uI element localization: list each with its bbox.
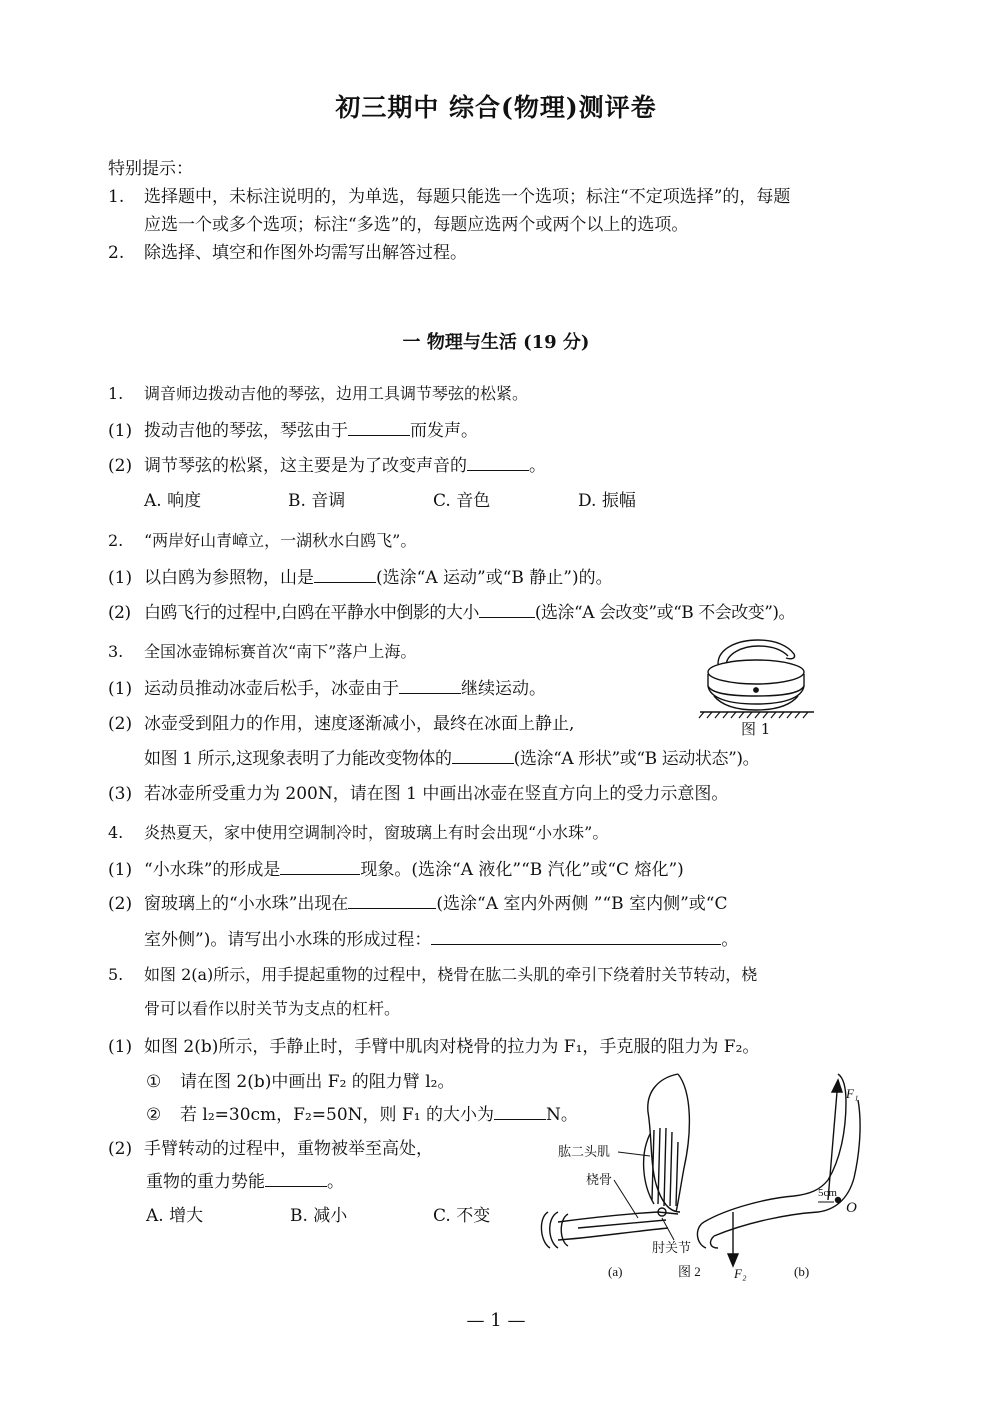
part-text: 如图 2(b)所示，手静止时，手臂中肌肉对桡骨的拉力为 F₁，手克服的阻力为 F₂。 [144,1037,760,1057]
option-a[interactable]: A. 响度 [144,491,202,511]
radius-leader [614,1180,638,1218]
answer-blank[interactable] [348,417,410,436]
part-text: 冰壶受到阻力的作用，速度逐渐减小，最终在冰面上静止, [144,714,575,734]
part-text: 重物的重力势能 [146,1172,265,1192]
answer-blank[interactable] [431,926,721,945]
answer-blank[interactable] [265,1168,327,1187]
question-5-part-1 [108,1032,759,1057]
answer-blank[interactable] [467,452,529,471]
label-distance: 5cm [818,1187,837,1199]
stone-dot [754,688,758,692]
question-5-stem-line2: 骨可以看作以肘关节为支点的杠杆。 [144,999,401,1018]
part-text: 。 [721,930,739,950]
force-f2-arrowhead [728,1254,738,1266]
question-5-part-2-line2 [146,1167,344,1192]
part-text: 调节琴弦的松紧，这主要是为了改变声音的 [144,456,467,476]
question-4-part-2 [108,889,727,914]
force-f1-line [828,1080,838,1200]
label-f2: F₂ [734,1266,747,1281]
tip-item-2 [108,238,467,263]
radius-bone [578,1220,666,1228]
question-number: 2. [108,531,124,550]
answer-blank[interactable] [348,890,436,909]
tip-number: 1. [108,187,125,207]
label-b: (b) [794,1264,810,1279]
item-text: 若 l₂=30cm，F₂=50N，则 F₁ 的大小为 [180,1105,494,1125]
question-5-item-1 [146,1067,454,1092]
biceps-leader [618,1152,650,1156]
stone-bottom [714,696,798,710]
question-1-part-1 [108,416,478,441]
question-3-part-3 [108,779,728,804]
part-number: (1) [108,679,133,699]
answer-blank[interactable] [479,599,535,618]
answer-blank[interactable] [314,564,376,583]
item-mark: ① [146,1072,162,1092]
part-number: (1) [108,421,133,441]
question-text: “两岸好山青嶂立，一湖秋水白鸥飞”。 [144,531,417,550]
arm-outline-bottom [714,1100,860,1236]
stone-top [708,660,804,684]
question-2-part-2 [108,598,795,623]
label-radius: 桡骨 [586,1172,613,1187]
part-number: (1) [108,1037,133,1057]
part-number: (2) [108,714,133,734]
part-text: 继续运动。 [461,679,546,699]
figure-1-caption: 图 1 [741,720,771,738]
option-c[interactable]: C. 音色 [433,491,491,511]
hand-fingers [541,1212,568,1248]
part-text: 手臂转动的过程中，重物被举至高处， [144,1139,433,1159]
question-3-stem [108,639,416,662]
part-text: (选涂“A 运动”或“B 静止”)的。 [376,568,613,588]
label-o: O [846,1200,857,1216]
question-5-item-2 [146,1100,578,1125]
section-title: 一 物理与生活 (19 分) [402,332,590,353]
part-number: (1) [108,860,133,880]
question-3-part-2 [108,709,574,734]
part-text: “小水珠”的形成是 [144,860,281,880]
label-elbow: 肘关节 [652,1240,692,1255]
figure-2-arm-diagram[interactable] [528,1072,868,1282]
part-text: (选涂“A 室内外两侧 ”“B 室内侧”或“C [436,894,728,914]
tip-item-1-line2: 应选一个或多个选项；标注“多选”的，每题应选两个或两个以上的选项。 [144,215,689,235]
part-text: 现象。(选涂“A 液化”“B 汽化”或“C 熔化”) [360,860,684,880]
question-5-stem [108,962,757,985]
item-text: 请在图 2(b)中画出 F₂ 的阻力臂 l₂。 [180,1072,455,1092]
label-biceps: 肱二头肌 [558,1144,611,1159]
part-text: 白鸥飞行的过程中,白鸥在平静水中倒影的大小 [144,603,479,623]
question-number: 3. [108,642,124,661]
option-c[interactable]: C. 不变 [433,1206,491,1226]
question-number: 1. [108,384,124,403]
option-b[interactable]: B. 音调 [288,491,346,511]
part-text: (选涂“A 形状”或“B 运动状态”)。 [513,749,760,769]
option-b[interactable]: B. 减小 [290,1206,348,1226]
question-text: 全国冰壶锦标赛首次“南下”落户上海。 [144,642,417,661]
option-d[interactable]: D. 振幅 [578,491,636,511]
force-f1-arrowhead [832,1080,842,1092]
label-a: (a) [608,1264,623,1279]
question-4-part-2-line2 [144,925,738,950]
question-2-part-1 [108,563,613,588]
answer-blank[interactable] [452,745,514,764]
figure-2b [697,1074,860,1266]
question-1-stem [108,381,528,404]
tip-number: 2. [108,243,125,263]
part-number: (3) [108,784,133,804]
question-text: 炎热夏天，家中使用空调制冷时，窗玻璃上有时会出现“小水珠”。 [144,823,609,842]
figure-2a [541,1074,689,1248]
biceps-fibers [652,1128,678,1206]
tips-heading: 特别提示： [108,159,193,179]
page-number: — 1 — [466,1310,526,1331]
question-4-part-1 [108,855,684,880]
question-3-part-1 [108,674,546,699]
question-text: 如图 2(a)所示，用手提起重物的过程中，桡骨在肱二头肌的牵引下绕着肘关节转动，桡 [144,965,758,984]
forearm-bottom [558,1228,668,1240]
page-title: 初三期中 综合(物理)测评卷 [335,93,657,122]
arm-outline-top [704,1074,846,1222]
label-f1: F₁ [846,1086,859,1101]
part-text: 窗玻璃上的“小水珠”出现在 [144,894,349,914]
part-number: (2) [108,603,131,623]
item-text: N。 [545,1105,578,1125]
part-text: 室外侧”)。请写出小水珠的形成过程： [144,930,432,950]
part-text: 拨动吉他的琴弦，琴弦由于 [144,421,348,441]
part-text: 运动员推动冰壶后松手，冰壶由于 [144,679,399,699]
question-text: 调音师边拨动吉他的琴弦，边用工具调节琴弦的松紧。 [144,384,529,403]
part-number: (1) [108,568,133,588]
question-5-part-2 [108,1134,433,1159]
part-text: (选涂“A 会改变”或“B 不会改变”)。 [534,603,796,623]
part-number: (2) [108,894,133,914]
question-2-stem [108,528,416,551]
answer-blank[interactable] [280,856,360,875]
question-number: 5. [108,965,124,984]
question-4-stem [108,820,608,843]
tip-item-1 [108,182,790,207]
part-text: 。 [327,1172,344,1192]
option-a[interactable]: A. 增大 [146,1206,204,1226]
part-text: 而发声。 [410,421,478,441]
question-1-part-2 [108,451,546,476]
figure-2-caption: 图 2 [678,1264,701,1279]
part-text: 。 [529,456,546,476]
question-number: 4. [108,823,124,842]
part-text: 若冰壶所受重力为 200N，请在图 1 中画出冰壶在竖直方向上的受力示意图。 [144,784,729,804]
answer-blank[interactable] [399,675,461,694]
question-3-part-2-line2 [144,744,759,769]
part-number: (2) [108,456,133,476]
tip-text: 选择题中，未标注说明的，为单选，每题只能选一个选项；标注“不定项选择”的，每题 [144,187,791,207]
part-number: (2) [108,1139,133,1159]
part-text: 如图 1 所示,这现象表明了力能改变物体的 [144,749,452,769]
item-mark: ② [146,1105,162,1125]
tip-text: 除选择、填空和作图外均需写出解答过程。 [144,243,467,263]
part-text: 以白鸥为参照物，山是 [144,568,314,588]
